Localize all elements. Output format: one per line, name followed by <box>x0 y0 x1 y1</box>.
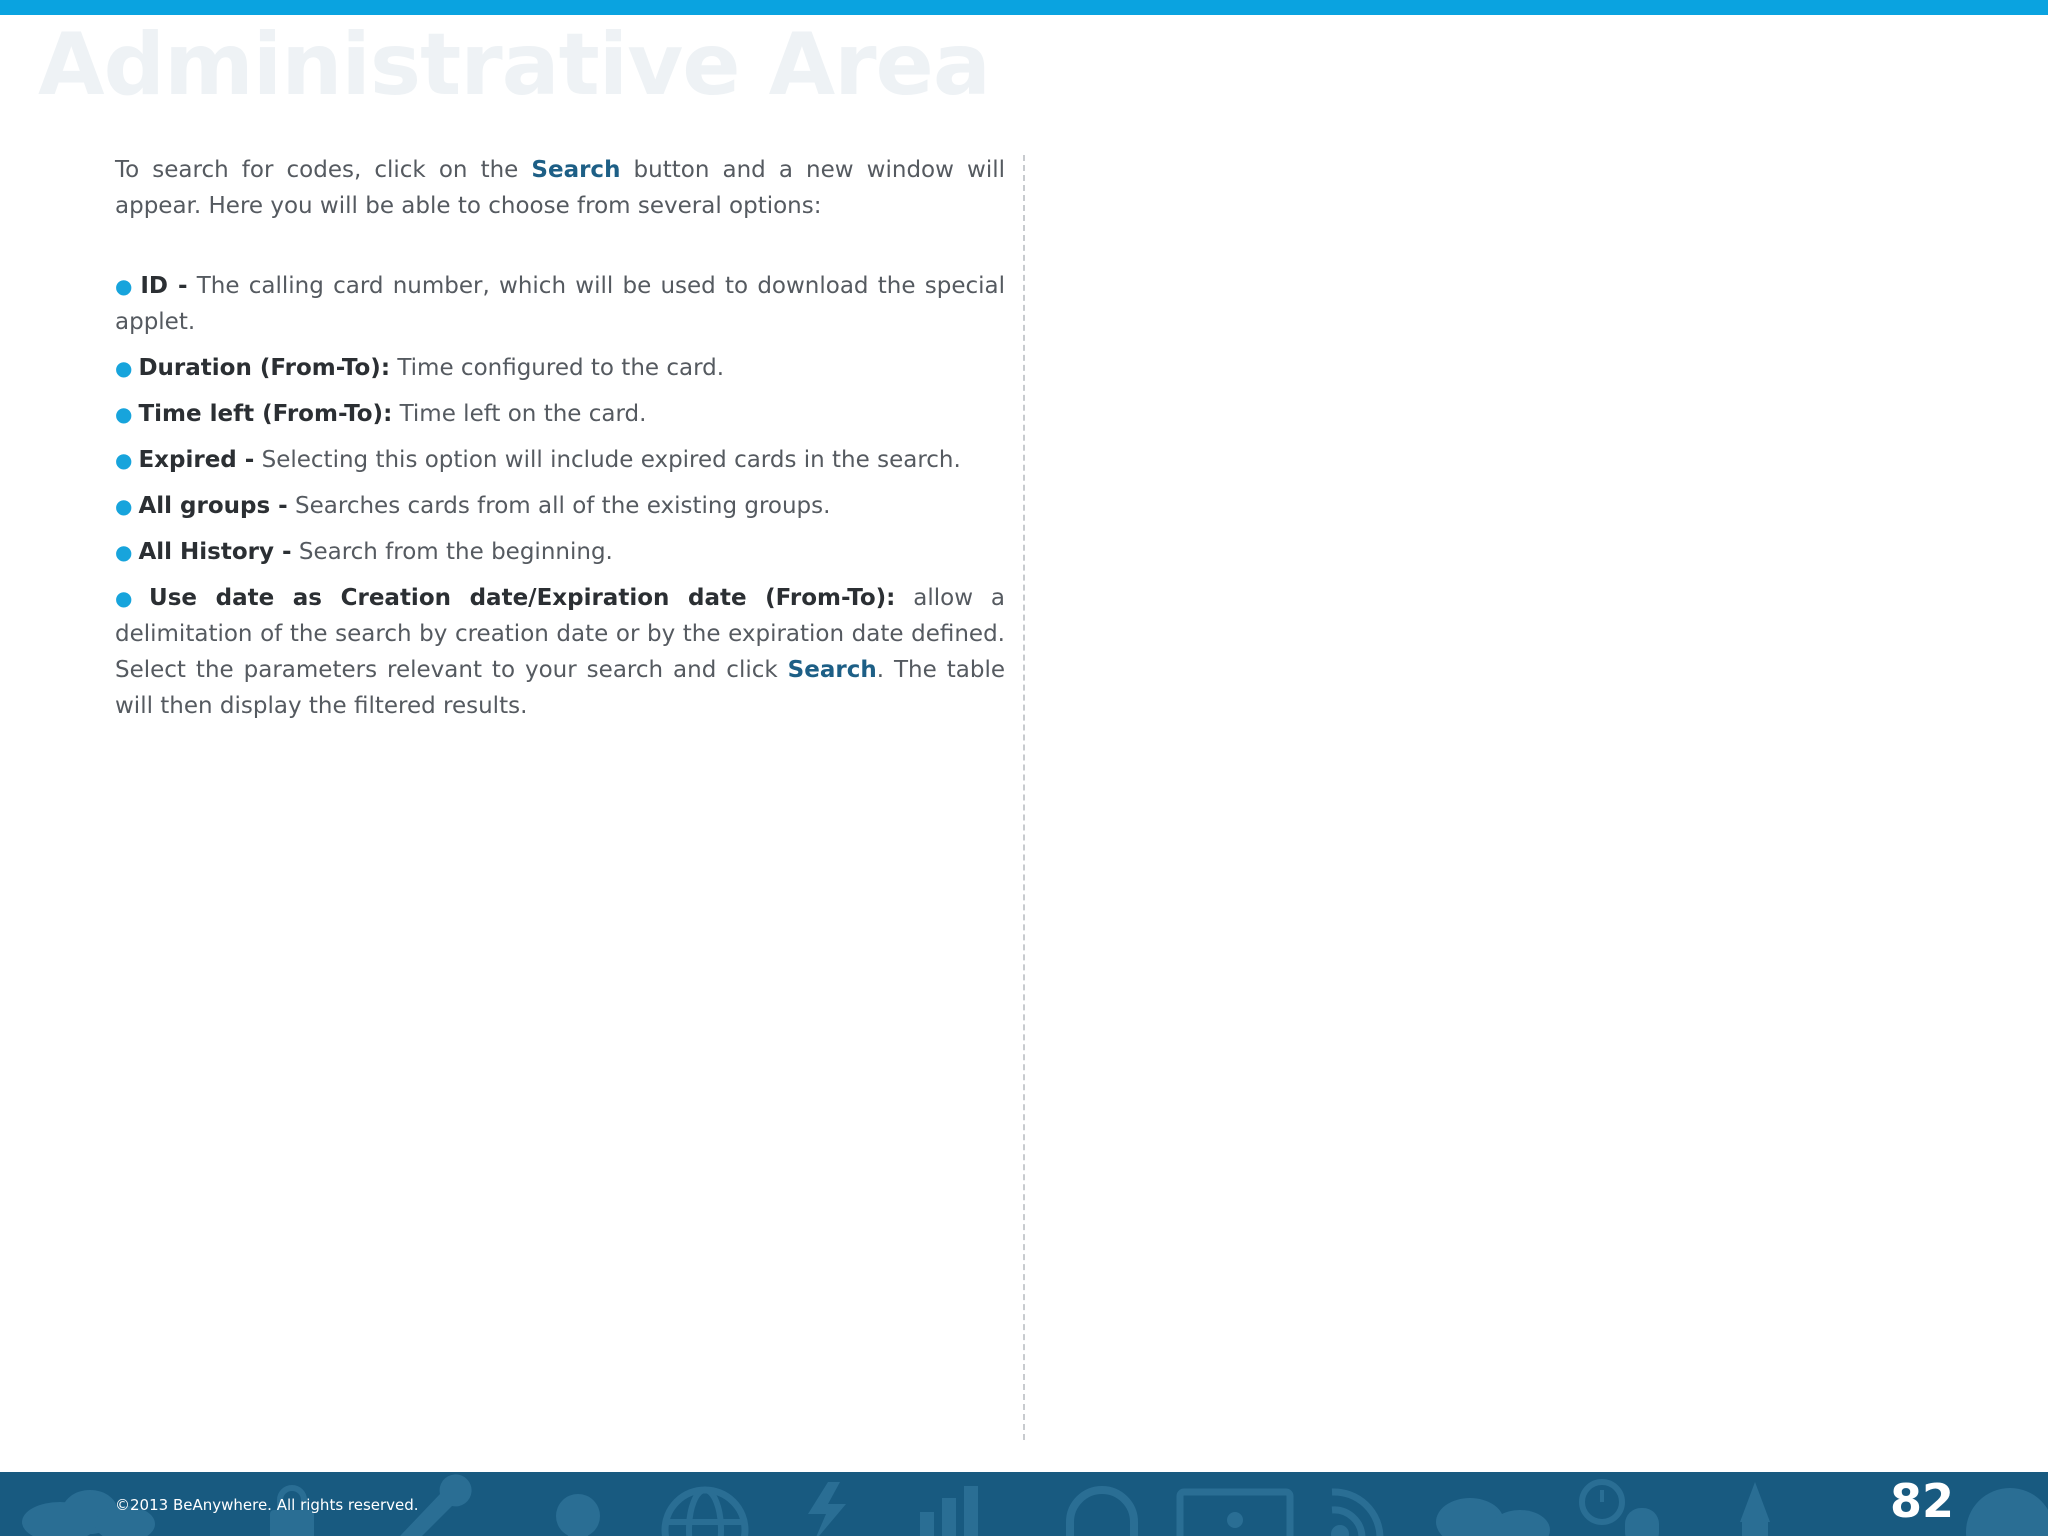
copyright-notice: ©2013 BeAnywhere. All rights reserved. <box>115 1496 419 1514</box>
bullet-icon: ● <box>115 402 133 426</box>
option-description: Time configured to the card. <box>390 355 725 381</box>
lightbulb-icon <box>556 1494 600 1536</box>
bullet-icon: ● <box>115 356 133 380</box>
option-label: Use date as Creation date/Expiration date (From-To): <box>149 585 896 611</box>
option-item-use-date <box>115 580 1005 724</box>
option-description-end: . The table will then display the filtered results. <box>115 657 1006 719</box>
option-label: Duration (From-To): <box>138 355 391 381</box>
top-accent-bar <box>0 0 2048 15</box>
option-description: The calling card number, which will be used to download the special applet. <box>115 273 1006 335</box>
option-description: Searches cards from all of the existing groups. <box>287 493 831 519</box>
option-description: Time left on the card. <box>392 401 647 427</box>
chat-icon <box>1436 1498 1550 1536</box>
option-item-duration <box>115 350 1005 386</box>
option-description: Selecting this option will include expired cards in the search. <box>254 447 961 473</box>
rss-icon <box>1331 1492 1380 1536</box>
option-label: ID - <box>140 273 188 299</box>
option-label: All History - <box>138 539 292 565</box>
option-item-id <box>115 268 1005 340</box>
lightning-icon <box>808 1482 846 1536</box>
option-item-all-history <box>115 534 1005 570</box>
rocket-icon <box>1740 1482 1770 1536</box>
main-content <box>115 152 1005 734</box>
column-divider <box>1023 155 1025 1440</box>
option-description: allow a delimitation of the search by creation date or by the expiration date defined. Select the parameters relevant to your search and click <box>115 585 1006 683</box>
clock-icon <box>1582 1482 1622 1522</box>
search-options-list <box>115 268 1005 724</box>
intro-text-before: To search for codes, click on the <box>115 157 532 183</box>
smiley-icon <box>1966 1488 2048 1536</box>
bar-chart-icon <box>920 1486 978 1536</box>
option-label: Time left (From-To): <box>138 401 393 427</box>
option-label: Expired - <box>138 447 255 473</box>
bullet-icon: ● <box>115 448 133 472</box>
search-keyword: Search <box>787 657 877 683</box>
intro-paragraph <box>115 152 1005 224</box>
bullet-icon: ● <box>115 494 133 518</box>
headset-icon <box>1070 1490 1134 1536</box>
monitor-icon <box>1180 1492 1290 1536</box>
option-label: All groups - <box>138 493 288 519</box>
option-item-time-left <box>115 396 1005 432</box>
globe-icon <box>665 1490 745 1536</box>
intro-search-keyword: Search <box>531 157 621 183</box>
intro-text-after: button and a new window will appear. Here you will be able to choose from several options: <box>115 157 1005 219</box>
page-title: Administrative Area <box>38 15 990 115</box>
page-number: 82 <box>1889 1474 1954 1528</box>
option-item-all-groups <box>115 488 1005 524</box>
bullet-icon: ● <box>115 274 135 298</box>
option-description: Search from the beginning. <box>291 539 613 565</box>
bullet-icon: ● <box>115 586 144 610</box>
mouse-icon <box>1625 1508 1659 1536</box>
option-item-expired <box>115 442 1005 478</box>
bullet-icon: ● <box>115 540 133 564</box>
